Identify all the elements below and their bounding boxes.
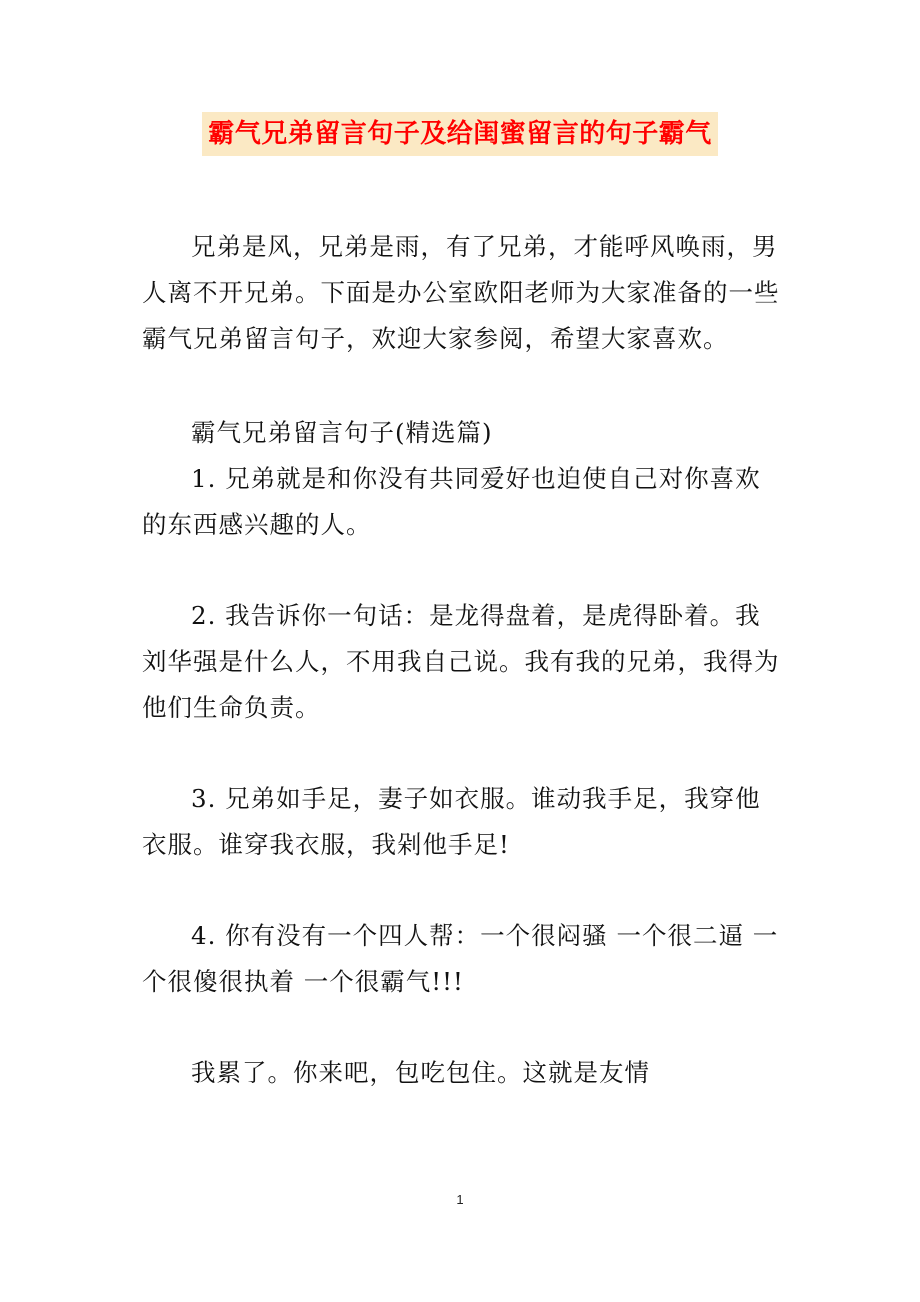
list-item-1: 1. 兄弟就是和你没有共同爱好也迫使自己对你喜欢的东西感兴趣的人。 <box>142 464 761 539</box>
title-container <box>0 112 920 156</box>
page-number: 1 <box>456 1192 464 1207</box>
closing-line: 我累了。你来吧，包吃包住。这就是友情 <box>191 1058 650 1087</box>
list-item-4: 4. 你有没有一个四人帮：一个很闷骚 一个很二逼 一个很傻很执着 一个很霸气!!! <box>142 921 779 996</box>
intro-paragraph: 兄弟是风，兄弟是雨，有了兄弟，才能呼风唤雨，男人离不开兄弟。下面是办公室欧阳老师为大家准备的一些霸气兄弟留言句子，欢迎大家参阅，希望大家喜欢。 <box>142 232 780 353</box>
list-item-2: 2. 我告诉你一句话：是龙得盘着，是虎得卧着。我刘华强是什么人，不用我自己说。我有我的兄弟，我得为他们生命负责。 <box>142 601 780 722</box>
section-heading: 霸气兄弟留言句子(精选篇) <box>191 418 493 447</box>
document-title: 霸气兄弟留言句子及给闺蜜留言的句子霸气 <box>202 112 718 156</box>
list-item-3: 3. 兄弟如手足，妻子如衣服。谁动我手足，我穿他衣服。谁穿我衣服，我剁他手足! <box>142 784 761 859</box>
document-body <box>142 224 782 1096</box>
